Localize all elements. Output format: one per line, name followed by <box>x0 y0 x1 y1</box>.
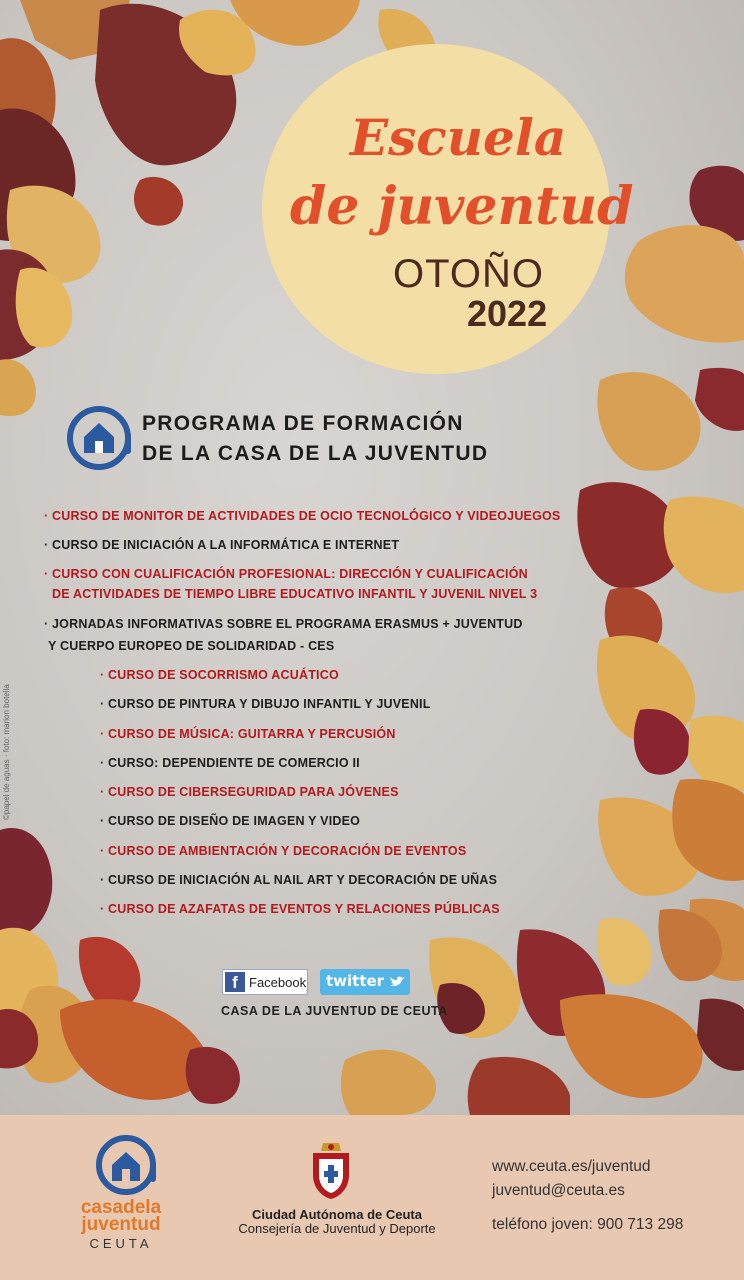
email-link[interactable]: juventud@ceuta.es <box>492 1182 625 1199</box>
course-item: DE ACTIVIDADES DE TIEMPO LIBRE EDUCATIVO INFANTIL Y JUVENIL NIVEL 3 <box>52 587 538 601</box>
season-label: OTOÑO <box>393 252 544 296</box>
twitter-label: twitter <box>326 972 385 990</box>
ceuta-coat-of-arms-icon <box>309 1141 353 1201</box>
course-item: · JORNADAS INFORMATIVAS SOBRE EL PROGRAMA ERASMUS + JUVENTUD <box>44 617 523 631</box>
ciudad-autonoma-label: Ciudad Autónoma de Ceuta <box>252 1207 422 1222</box>
course-item: · CURSO DE AZAFATAS DE EVENTOS Y RELACIONES PÚBLICAS <box>100 902 500 916</box>
footer-logo-casadela: casadela <box>80 1197 162 1218</box>
photo-credit: ©papel de aguas · foto: marion botella <box>2 684 11 820</box>
consejeria-label: Consejería de Juventud y Deporte <box>238 1221 436 1236</box>
program-heading <box>142 409 488 469</box>
casa-juventud-at-icon <box>66 405 132 471</box>
course-item: · CURSO: DEPENDIENTE DE COMERCIO II <box>100 756 360 770</box>
leaf-cluster-right <box>577 166 744 981</box>
course-item: Y CUERPO EUROPEO DE SOLIDARIDAD - CES <box>48 639 335 653</box>
year-label: 2022 <box>467 293 548 334</box>
course-item: · CURSO DE MONITOR DE ACTIVIDADES DE OCIO TECNOLÓGICO Y VIDEOJUEGOS <box>44 509 561 523</box>
course-item: · CURSO DE SOCORRISMO ACUÁTICO <box>100 668 339 682</box>
footer-logo-juventud: juventud <box>81 1214 161 1235</box>
course-item: · CURSO DE PINTURA Y DIBUJO INFANTIL Y JUVENIL <box>100 697 431 711</box>
social-caption: CASA DE LA JUVENTUD DE CEUTA <box>221 1004 448 1018</box>
course-item: · CURSO DE INICIACIÓN AL NAIL ART Y DECORACIÓN DE UÑAS <box>100 873 498 887</box>
course-item: · CURSO DE AMBIENTACIÓN Y DECORACIÓN DE EVENTOS <box>100 844 467 858</box>
phone-label: teléfono joven: 900 713 298 <box>492 1216 684 1233</box>
facebook-icon: f <box>225 972 245 992</box>
title-escuela: Escuela <box>350 108 567 167</box>
twitter-button[interactable] <box>320 969 410 995</box>
website-link[interactable]: www.ceuta.es/juventud <box>492 1158 651 1175</box>
title-de-juventud: de juventud <box>290 176 634 237</box>
program-line-2: DE LA CASA DE LA JUVENTUD <box>142 442 489 465</box>
facebook-label: Facebook <box>249 975 307 990</box>
course-item: · CURSO DE CIBERSEGURIDAD PARA JÓVENES <box>100 785 399 799</box>
course-item: · CURSO CON CUALIFICACIÓN PROFESIONAL: DIRECCIÓN Y CUALIFICACIÓN <box>44 567 528 581</box>
course-item: · CURSO DE MÚSICA: GUITARRA Y PERCUSIÓN <box>100 727 396 741</box>
footer <box>0 1115 744 1280</box>
footer-logo-text <box>72 1199 170 1233</box>
facebook-button[interactable] <box>222 969 308 995</box>
twitter-bird-icon <box>388 973 406 991</box>
course-item: · CURSO DE DISEÑO DE IMAGEN Y VIDEO <box>100 814 361 828</box>
course-item: · CURSO DE INICIACIÓN A LA INFORMÁTICA E INTERNET <box>44 538 400 552</box>
program-line-1: PROGRAMA DE FORMACIÓN <box>142 412 464 435</box>
footer-logo-ceuta: CEUTA <box>89 1236 153 1251</box>
